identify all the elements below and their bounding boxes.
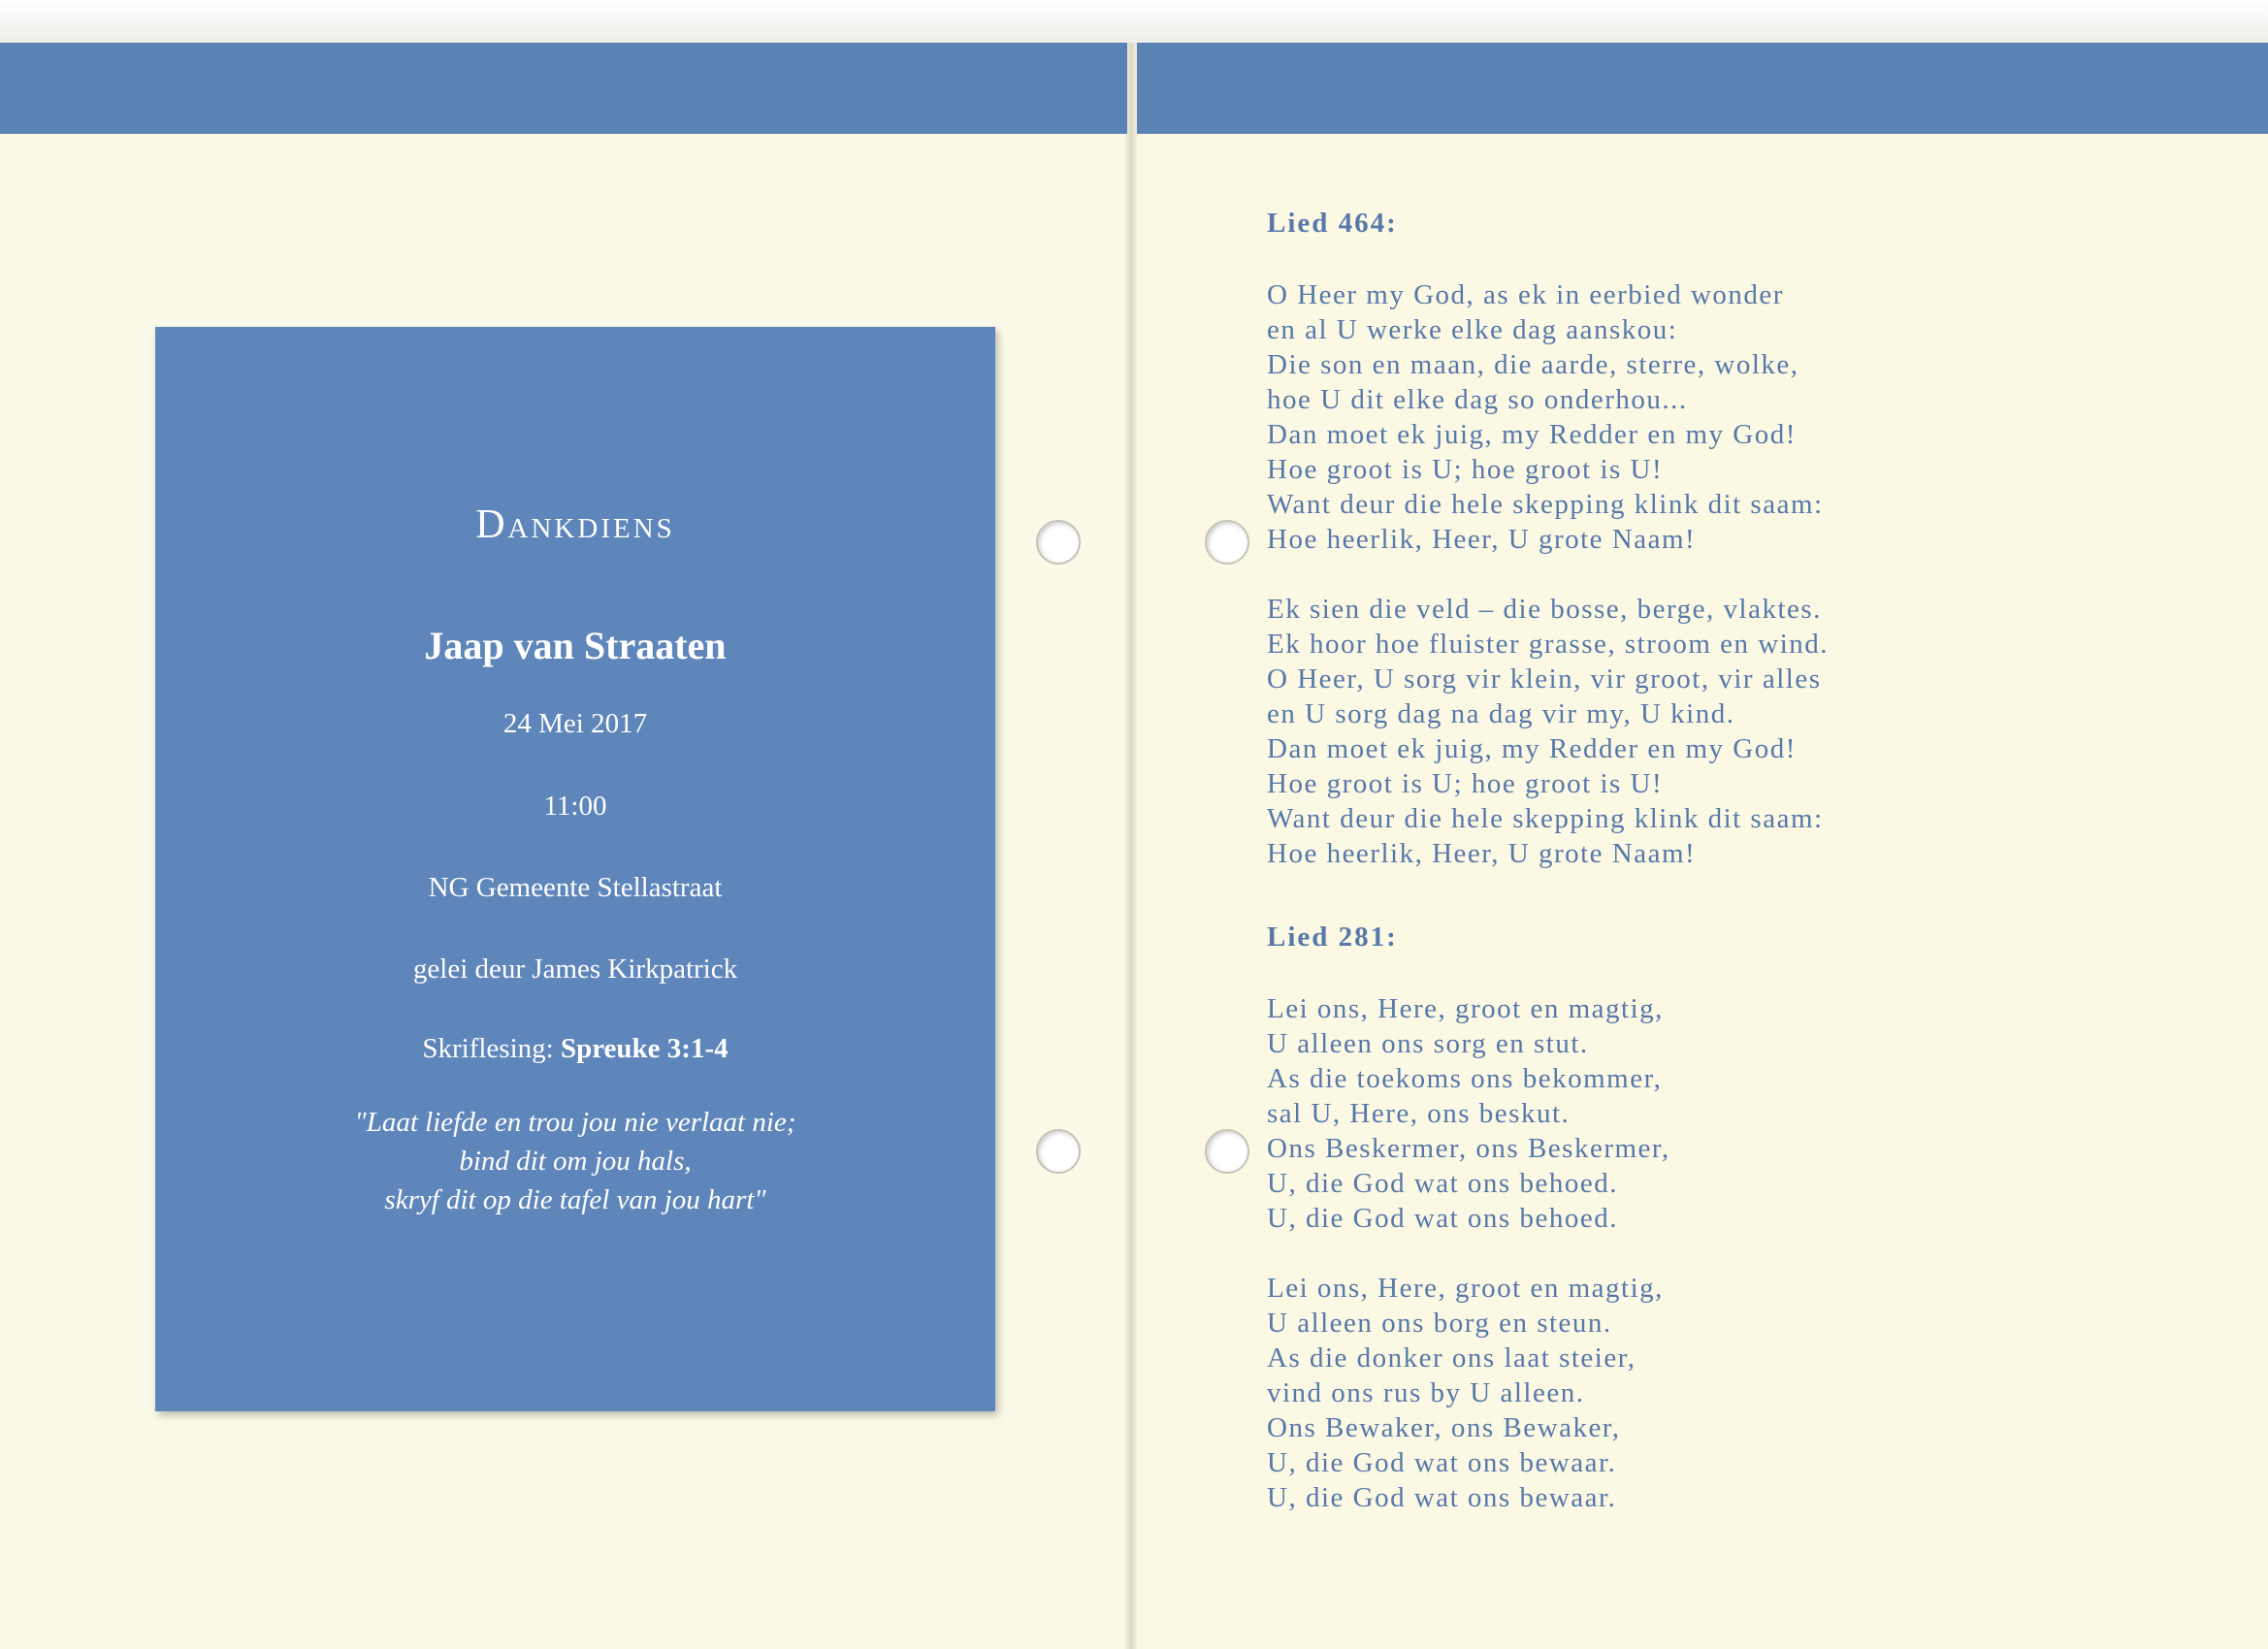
scripture-reading xyxy=(155,1033,995,1065)
header-band-right xyxy=(1137,43,2268,134)
lyric-line: en U sorg dag na dag vir my, U kind. xyxy=(1267,698,1735,729)
lyric-line: Lei ons, Here, groot en magtig, xyxy=(1267,993,1664,1024)
lyric-line: O Heer my God, as ek in eerbied wonder xyxy=(1267,279,1784,310)
lyric-line: Ek sien die veld – die bosse, berge, vlaktes. xyxy=(1267,594,1822,625)
quote-line: bind dit om jou hals, xyxy=(459,1146,692,1177)
lyric-line: U alleen ons sorg en stut. xyxy=(1267,1028,1589,1059)
punch-hole xyxy=(1205,520,1249,565)
hymn-lyrics xyxy=(1267,206,2140,1515)
punch-hole xyxy=(1205,1129,1249,1174)
lyric-line: As die donker ons laat steier, xyxy=(1267,1342,1636,1374)
lyric-line: Hoe groot is U; hoe groot is U! xyxy=(1267,768,1664,799)
lyric-line: U, die God wat ons behoed. xyxy=(1267,1203,1618,1234)
lyric-line: U, die God wat ons bewaar. xyxy=(1267,1482,1617,1513)
service-date: 24 Mei 2017 xyxy=(502,708,648,739)
scripture-reference: Spreuke 3:1-4 xyxy=(560,1033,729,1064)
lyric-line: hoe U dit elke dag so onderhou... xyxy=(1267,384,1688,415)
song-stanza xyxy=(1267,277,2140,557)
lyric-line: sal U, Here, ons beskut. xyxy=(1267,1098,1571,1129)
lyric-line: Hoe heerlik, Heer, U grote Naam! xyxy=(1267,524,1697,555)
lyric-line: Want deur die hele skepping klink dit saam: xyxy=(1267,803,1824,834)
song-heading: Lied 464: xyxy=(1267,208,1398,239)
lyric-line: Hoe heerlik, Heer, U grote Naam! xyxy=(1267,838,1697,869)
center-fold xyxy=(1125,43,1137,1649)
lyric-line: Ons Bewaker, ons Bewaker, xyxy=(1267,1412,1621,1443)
scan-top-edge xyxy=(0,0,2268,43)
song-heading: Lied 281: xyxy=(1267,922,1398,953)
lyric-line: U, die God wat ons bewaar. xyxy=(1267,1447,1617,1478)
lyric-line: O Heer, U sorg vir klein, vir groot, vir alles xyxy=(1267,663,1822,695)
lyric-line: Die son en maan, die aarde, sterre, wolke, xyxy=(1267,349,1799,380)
lyric-line: As die toekoms ons bekommer, xyxy=(1267,1063,1663,1094)
lyric-line: Dan moet ek juig, my Redder en my God! xyxy=(1267,733,1797,764)
lyric-line: U alleen ons borg en steun. xyxy=(1267,1308,1612,1339)
punch-hole xyxy=(1036,1129,1081,1174)
song-stanza xyxy=(1267,991,2140,1236)
lyric-line: Dan moet ek juig, my Redder en my God! xyxy=(1267,419,1797,450)
service-time: 11:00 xyxy=(543,791,607,822)
lyric-line: Want deur die hele skepping klink dit saam: xyxy=(1267,489,1824,520)
header-band-left xyxy=(0,43,1127,134)
punch-hole xyxy=(1036,520,1081,565)
lyric-line: Ons Beskermer, ons Beskermer, xyxy=(1267,1133,1670,1164)
church-name: NG Gemeente Stellastraat xyxy=(428,872,723,903)
lyric-line: Hoe groot is U; hoe groot is U! xyxy=(1267,454,1664,485)
lyric-line: Lei ons, Here, groot en magtig, xyxy=(1267,1273,1664,1304)
quote-line: skryf dit op die tafel van jou hart" xyxy=(384,1184,766,1215)
lyric-line: vind ons rus by U alleen. xyxy=(1267,1377,1585,1408)
lyric-line: U, die God wat ons behoed. xyxy=(1267,1168,1618,1199)
service-leader: gelei deur James Kirkpatrick xyxy=(412,954,738,985)
service-title: Dankdiens xyxy=(475,502,675,547)
song-stanza xyxy=(1267,592,2140,871)
scripture-quote xyxy=(155,1103,995,1219)
scripture-label: Skriflesing: xyxy=(422,1033,554,1064)
lyric-line: Ek hoor hoe fluister grasse, stroom en wind. xyxy=(1267,629,1830,660)
song-stanza xyxy=(1267,1271,2140,1515)
deceased-name: Jaap van Straaten xyxy=(424,624,727,667)
service-card xyxy=(155,327,995,1411)
lyric-line: en al U werke elke dag aanskou: xyxy=(1267,314,1678,345)
quote-line: "Laat liefde en trou jou nie verlaat nie; xyxy=(354,1107,796,1138)
